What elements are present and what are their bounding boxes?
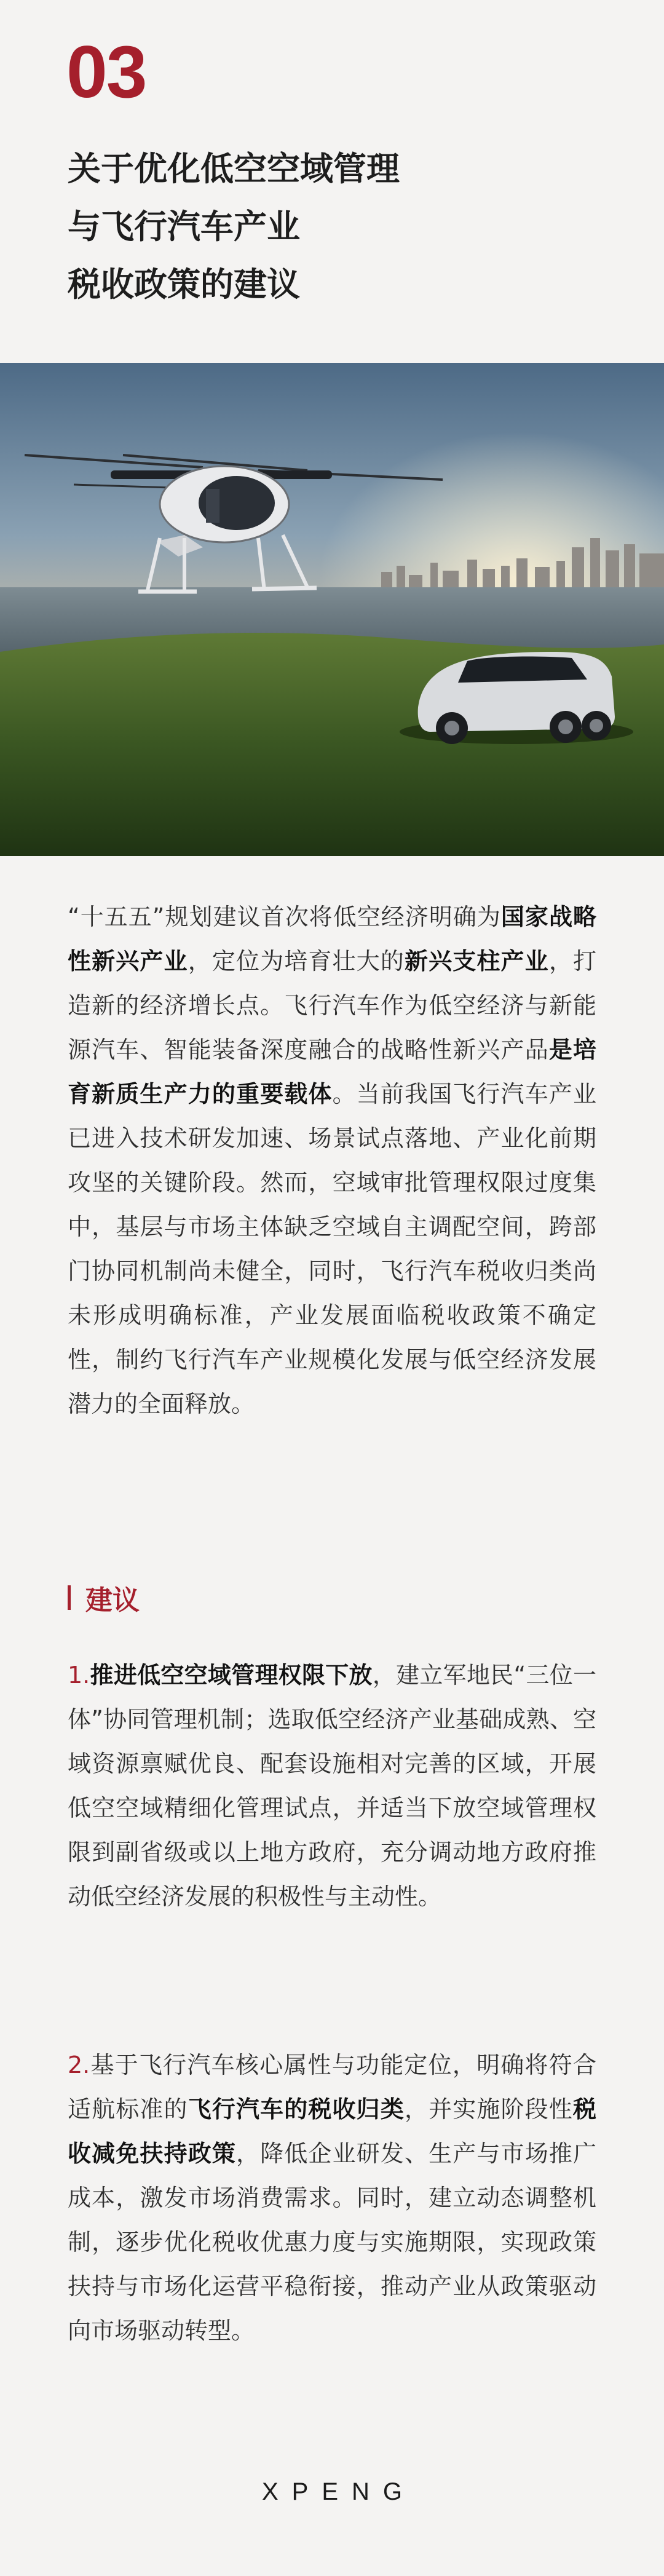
header — [0, 0, 664, 363]
intro-segment: 国家战略性新兴产业 — [68, 903, 596, 975]
page-title — [68, 140, 609, 314]
intro-segment: 新兴支柱产业 — [404, 948, 549, 975]
intro-segment: ，定位为培育壮大的 — [188, 948, 405, 975]
section-heading — [68, 1578, 140, 1617]
proposal-2 — [68, 2043, 596, 2353]
proposal-2-number: 2. — [68, 2051, 90, 2079]
proposal-1 — [68, 1653, 596, 1919]
proposal-1-number: 1. — [68, 1662, 90, 1689]
hero-image — [0, 363, 664, 856]
xpeng-logo — [0, 2478, 664, 2506]
proposal-1-segment: ，建立军地民“三位一体”协同管理机制；选取低空经济产业基础成熟、空域资源禀赋优良、配套设施相对完善的区域，开展低空空域精细化管理试点，并适当下放空域管理权限到副省级或以上地方政府，充分调动地方政府推动低空经济发展的积极性与主动性。 — [68, 1662, 596, 1910]
section-label: 建议 — [85, 1585, 140, 1616]
proposal-1-segment: 推进低空空域管理权限下放 — [90, 1662, 373, 1689]
intro-paragraph — [68, 895, 596, 1426]
intro-segment: “十五五”规划建议首次将低空经济明确为 — [68, 903, 501, 930]
proposal-2-segment: ，并实施阶段性 — [404, 2096, 573, 2123]
proposal-2-segment: ，降低企业研发、生产与市场推广成本，激发市场消费需求。同时，建立动态调整机制，逐步优化税收优惠力度与实施期限，实现政策扶持与市场化运营平稳衔接，推动产业从政策驱动向市场驱动转型。 — [68, 2140, 596, 2344]
flying-car-illustration — [0, 363, 664, 856]
section-accent-bar — [68, 1585, 71, 1610]
proposal-2-segment: 税收减免扶持政策 — [68, 2096, 596, 2167]
title-line-1: 关于优化低空空域管理 — [68, 149, 400, 188]
proposal-2-segment: 飞行汽车的税收归类 — [188, 2096, 405, 2123]
intro-segment: 。当前我国飞行汽车产业已进入技术研发加速、场景试点落地、产业化前期攻坚的关键阶段。然而，空域审批管理权限过度集中，基层与市场主体缺乏空域自主调配空间，跨部门协同机制尚未健全，同时，飞行汽车税收归类尚未形成明确标准，产业发展面临税收政策不确定性，制约飞行汽车产业规模化发展与低空经济发展潜力的全面释放。 — [68, 1080, 596, 1417]
intro-segment: ，打造新的经济增长点。飞行汽车作为低空经济与新能源汽车、智能装备深度融合的战略性新兴产品 — [68, 948, 596, 1063]
logo-text: XPENG — [261, 2478, 416, 2505]
proposal-1-text — [68, 1653, 596, 1919]
intro-text — [68, 895, 596, 1426]
proposal-2-text — [68, 2043, 596, 2353]
intro-segment: 是培育新质生产力的重要载体 — [68, 1036, 596, 1108]
title-line-2: 与飞行汽车产业 — [68, 207, 300, 246]
title-line-3: 税收政策的建议 — [68, 265, 300, 304]
proposal-2-segment: 基于飞行汽车核心属性与功能定位，明确将符合适航标准的 — [68, 2051, 596, 2123]
section-number: 03 — [66, 31, 146, 113]
